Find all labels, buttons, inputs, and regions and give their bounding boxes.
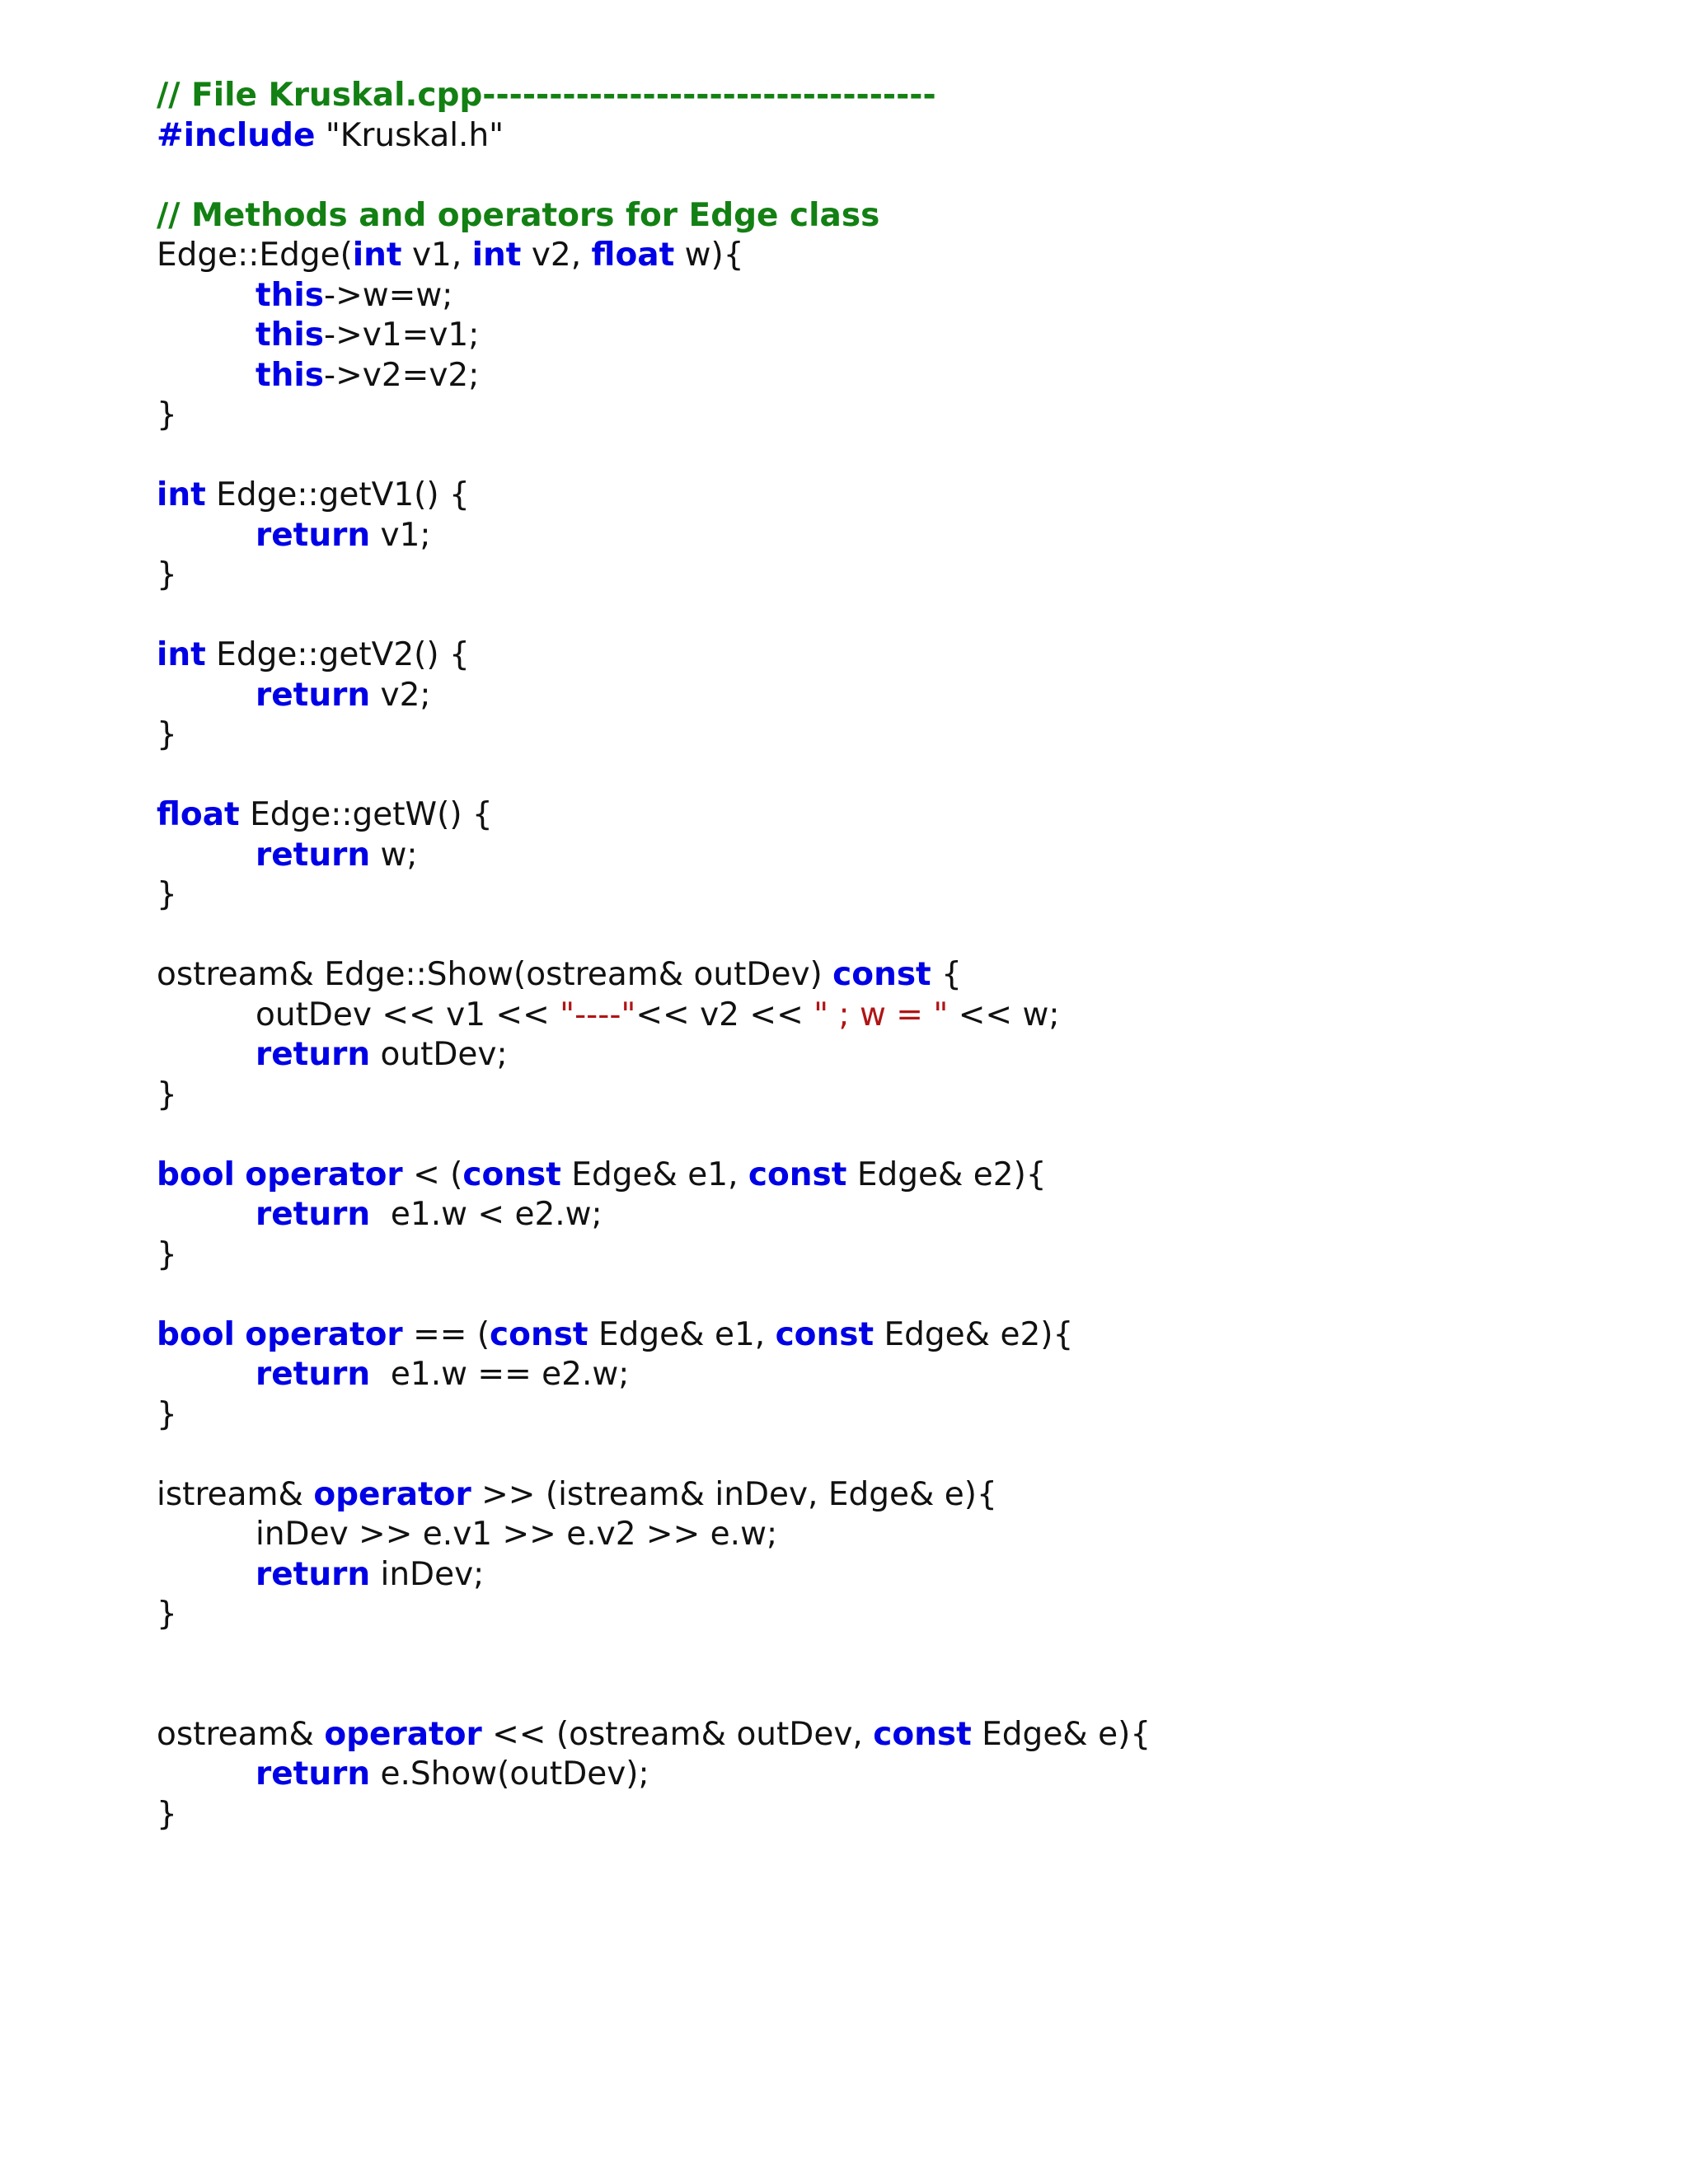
keyword: float xyxy=(591,237,675,274)
code-line xyxy=(157,76,1624,116)
code-line xyxy=(157,1395,1624,1436)
code-text: Edge& e1, xyxy=(588,1315,776,1353)
code-line xyxy=(157,715,1624,756)
keyword: const xyxy=(490,1315,588,1353)
keyword: int xyxy=(157,476,206,513)
keyword: return xyxy=(256,1356,371,1393)
code-text: << w; xyxy=(948,996,1060,1033)
code-line xyxy=(157,516,1624,556)
keyword: operator xyxy=(245,1315,403,1353)
code-text: Edge::getV1() { xyxy=(205,476,470,513)
comment: // Methods and operators for Edge class xyxy=(157,196,880,234)
code-text: Edge& e2){ xyxy=(846,1155,1047,1193)
keyword: float xyxy=(157,796,240,833)
code-text: Edge::getW() { xyxy=(239,796,493,833)
code-line xyxy=(157,836,1624,876)
code-text: >> (istream& inDev, Edge& e){ xyxy=(471,1475,997,1513)
keyword: bool xyxy=(157,1315,235,1353)
blank-line xyxy=(157,756,1624,796)
keyword: operator xyxy=(313,1475,471,1513)
keyword: return xyxy=(256,1755,371,1793)
code-line xyxy=(157,1715,1624,1755)
keyword: bool xyxy=(157,1155,235,1193)
code-text: inDev; xyxy=(370,1555,485,1593)
code-text: } xyxy=(157,1235,177,1273)
code-text: } xyxy=(157,1596,177,1633)
code-line xyxy=(157,635,1624,676)
code-text: e1.w < e2.w; xyxy=(370,1196,603,1233)
blank-line xyxy=(157,1675,1624,1715)
comment: // File Kruskal.cpp---------------------------------- xyxy=(157,77,936,114)
code-line xyxy=(157,1035,1624,1076)
keyword: #include xyxy=(157,116,316,154)
code-line xyxy=(157,116,1624,157)
blank-line xyxy=(157,596,1624,636)
code-line xyxy=(157,236,1624,276)
code-text: << v2 << xyxy=(635,996,814,1033)
code-text: } xyxy=(157,556,177,593)
code-line xyxy=(157,996,1624,1036)
keyword: const xyxy=(873,1715,972,1753)
keyword: int xyxy=(352,237,402,274)
code-line xyxy=(157,1155,1624,1196)
blank-line xyxy=(157,916,1624,956)
code-text: == ( xyxy=(402,1315,490,1353)
code-line xyxy=(157,1595,1624,1635)
code-line xyxy=(157,276,1624,316)
string-literal: "----" xyxy=(560,996,636,1033)
keyword: operator xyxy=(324,1715,482,1753)
code-line xyxy=(157,1235,1624,1276)
code-text: Edge::getV2() { xyxy=(205,636,470,673)
code-line xyxy=(157,1195,1624,1235)
code-line xyxy=(157,396,1624,436)
keyword: return xyxy=(256,1036,371,1073)
keyword: return xyxy=(256,836,371,874)
code-text: } xyxy=(157,1795,177,1833)
code-line xyxy=(157,955,1624,996)
code-text: v2; xyxy=(370,676,431,714)
code-text: ->w=w; xyxy=(324,276,453,314)
keyword: int xyxy=(157,636,206,673)
code-line xyxy=(157,1076,1624,1116)
code-text: } xyxy=(157,1395,177,1433)
code-text: inDev >> e.v1 >> e.v2 >> e.w; xyxy=(256,1516,778,1553)
code-text: Edge& e){ xyxy=(971,1715,1151,1753)
code-text: } xyxy=(157,1076,177,1113)
code-text: e.Show(outDev); xyxy=(370,1755,649,1793)
code-text: Edge::Edge( xyxy=(157,237,353,274)
code-line xyxy=(157,196,1624,237)
code-text: w){ xyxy=(674,237,744,274)
keyword: this xyxy=(256,356,324,394)
code-line xyxy=(157,1315,1624,1356)
code-text: ostream& Edge::Show(ostream& outDev) xyxy=(157,956,833,993)
keyword: return xyxy=(256,1555,371,1593)
code-line xyxy=(157,795,1624,836)
code-line xyxy=(157,875,1624,916)
keyword: operator xyxy=(245,1155,403,1193)
code-line xyxy=(157,1355,1624,1395)
code-text: } xyxy=(157,716,177,753)
code-line xyxy=(157,356,1624,396)
code-line xyxy=(157,476,1624,516)
code-text xyxy=(235,1156,245,1193)
blank-line xyxy=(157,1275,1624,1315)
code-text: v1; xyxy=(370,516,431,554)
code-text: v2, xyxy=(521,237,592,274)
blank-line xyxy=(157,1635,1624,1675)
code-text: Edge& e1, xyxy=(560,1155,748,1193)
blank-line xyxy=(157,1435,1624,1475)
code-line xyxy=(157,1475,1624,1516)
keyword: const xyxy=(462,1155,561,1193)
code-line xyxy=(157,1555,1624,1596)
code-line xyxy=(157,676,1624,716)
code-text: v1, xyxy=(401,237,472,274)
code-text: istream& xyxy=(157,1475,314,1513)
code-text: } xyxy=(157,876,177,913)
code-text: outDev; xyxy=(370,1036,508,1073)
code-line xyxy=(157,1755,1624,1795)
code-text: "Kruskal.h" xyxy=(315,116,504,154)
code-text: } xyxy=(157,396,177,434)
blank-line xyxy=(157,156,1624,196)
code-line xyxy=(157,316,1624,356)
code-text xyxy=(235,1316,245,1353)
code-line xyxy=(157,1515,1624,1555)
blank-line xyxy=(157,436,1624,476)
code-text: << (ostream& outDev, xyxy=(481,1715,874,1753)
code-text: outDev << v1 << xyxy=(256,996,560,1033)
blank-line xyxy=(157,1115,1624,1155)
keyword: this xyxy=(256,276,324,314)
keyword: this xyxy=(256,316,324,354)
code-text: < ( xyxy=(402,1155,463,1193)
code-text: ostream& xyxy=(157,1715,325,1753)
keyword: return xyxy=(256,516,371,554)
code-text: { xyxy=(931,956,962,993)
code-text: ->v2=v2; xyxy=(324,356,480,394)
code-line xyxy=(157,1795,1624,1835)
code-text: ->v1=v1; xyxy=(324,316,480,354)
keyword: return xyxy=(256,1196,371,1233)
keyword: int xyxy=(471,237,522,274)
code-text: e1.w == e2.w; xyxy=(370,1356,630,1393)
keyword: const xyxy=(748,1155,847,1193)
code-listing xyxy=(157,76,1624,1835)
code-line xyxy=(157,555,1624,596)
keyword: return xyxy=(256,676,371,714)
keyword: const xyxy=(775,1315,874,1353)
string-literal: " ; w = " xyxy=(814,996,949,1033)
code-text: Edge& e2){ xyxy=(874,1315,1074,1353)
code-text: w; xyxy=(370,836,418,874)
keyword: const xyxy=(832,956,931,993)
